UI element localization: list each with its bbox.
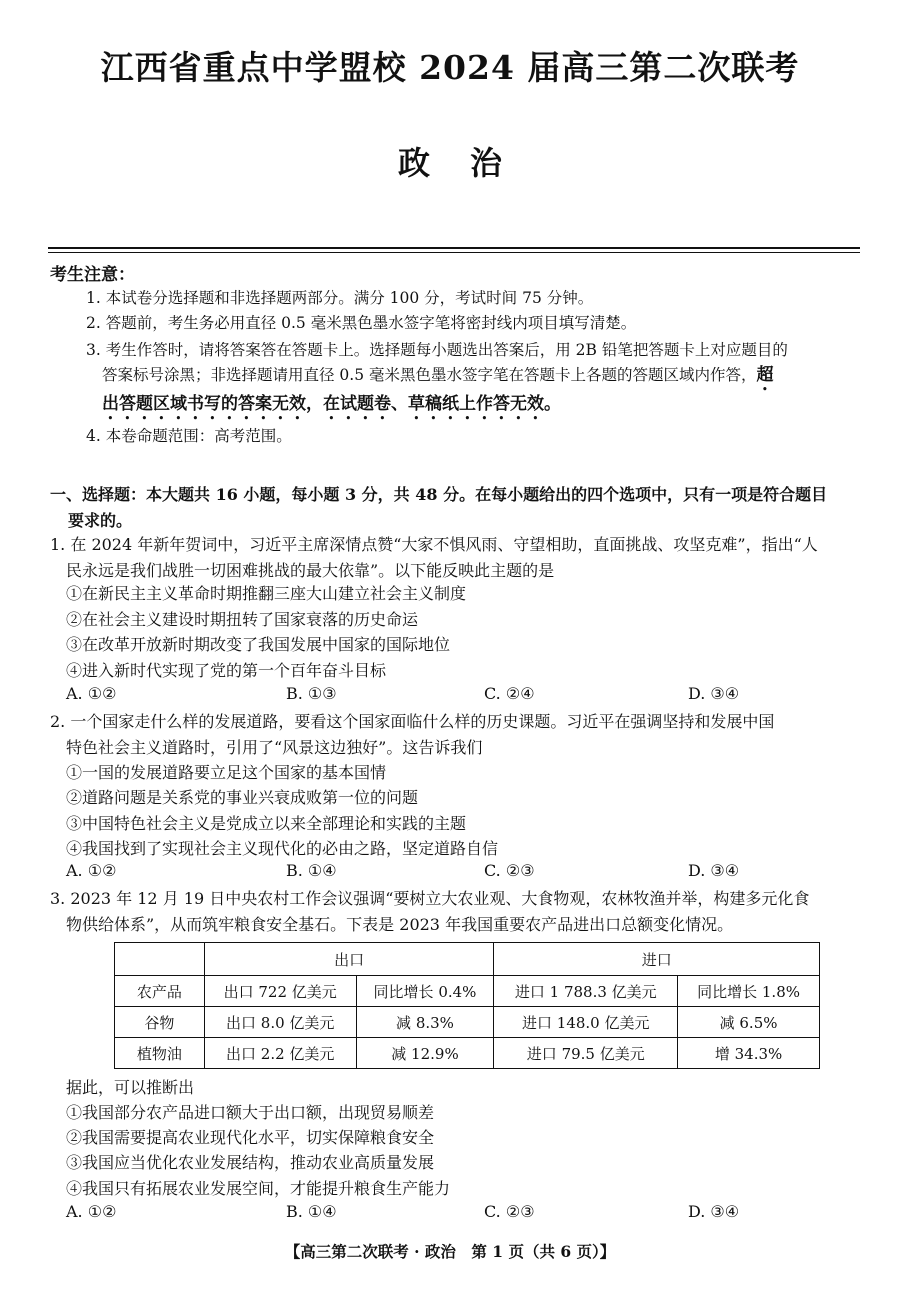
question-2-statement-3: ③中国特色社会主义是党成立以来全部理论和实践的主题 (66, 814, 467, 833)
table-row (115, 1038, 820, 1069)
question-2-stem (50, 709, 862, 760)
trade-table-header-import: 进口 (494, 943, 820, 976)
question-2-choice-c: C. ②③ (484, 861, 535, 880)
table-cell: 农产品 (115, 976, 205, 1007)
notice-item-1: 1. 本试卷分选择题和非选择题两部分。满分 100 分，考试时间 75 分钟。 (86, 289, 594, 307)
table-cell: 增 34.3% (678, 1038, 820, 1069)
table-cell: 出口 2.2 亿美元 (204, 1038, 356, 1069)
question-2-line-2: 特色社会主义道路时，引用了“风景这边独好”。这告诉我们 (66, 737, 483, 757)
notice-item-3-bold-start: 超 (756, 365, 774, 385)
question-3-choice-a: A. ①② (66, 1202, 117, 1221)
question-3-statement-4: ④我国只有拓展农业发展空间，才能提升粮食生产能力 (66, 1179, 451, 1198)
question-1-statement-1: ①在新民主主义革命时期推翻三座大山建立社会主义制度 (66, 584, 467, 603)
notice-heading: 考生注意： (50, 265, 135, 285)
question-2-choice-a: A. ①② (66, 861, 117, 880)
notice-item-3-line-3 (102, 392, 880, 424)
question-2-line-1: 2. 一个国家走什么样的发展道路，要看这个国家面临什么样的历史课题。习近平在强调坚持和发展中国 (50, 712, 775, 731)
question-3-statement-1: ①我国部分农产品进口额大于出口额，出现贸易顺差 (66, 1103, 435, 1122)
table-cell: 进口 79.5 亿美元 (494, 1038, 678, 1069)
notice-item-3-bold: 出答题区域书写的答案无效，在试题卷、草稿纸上作答无效。 (102, 394, 561, 414)
table-cell: 出口 722 亿美元 (204, 976, 356, 1007)
question-3-choice-b: B. ①④ (286, 1202, 337, 1221)
exam-subject: 政治 (397, 144, 542, 182)
question-1-stem (50, 532, 862, 583)
question-3-stem (50, 886, 862, 937)
question-3-choice-d: D. ③④ (688, 1202, 740, 1221)
question-1-choices (66, 684, 846, 710)
section-heading (50, 482, 862, 534)
question-1-choice-c: C. ②④ (484, 684, 535, 703)
section-heading-line-2: 要求的。 (68, 511, 133, 530)
table-cell: 谷物 (115, 1007, 205, 1038)
notice-item-2: 2. 答题前，考生务必用直径 0.5 毫米黑色墨水签字笔将密封线内项目填写清楚。 (86, 314, 637, 332)
trade-table-header-export: 出口 (204, 943, 494, 976)
notice-item-4: 4. 本卷命题范围：高考范围。 (86, 427, 292, 445)
question-2-choice-d: D. ③④ (688, 861, 740, 880)
table-row (115, 1007, 820, 1038)
trade-table (114, 942, 820, 1069)
question-1-choice-a: A. ①② (66, 684, 117, 703)
table-cell: 进口 148.0 亿美元 (494, 1007, 678, 1038)
question-3-statement-2: ②我国需要提高农业现代化水平，切实保障粮食安全 (66, 1128, 435, 1147)
page-footer: 【高三第二次联考 · 政治 第 1 页（共 6 页）】 (284, 1242, 616, 1261)
table-cell: 减 12.9% (356, 1038, 494, 1069)
question-3-choice-c: C. ②③ (484, 1202, 535, 1221)
trade-table-corner (115, 943, 205, 976)
question-3-line-1: 3. 2023 年 12 月 19 日中央农村工作会议强调“要树立大农业观、大食物观，农林牧渔并举，构建多元化食 (50, 889, 810, 908)
question-3-choices (66, 1202, 846, 1228)
question-1-statement-2: ②在社会主义建设时期扭转了国家衰落的历史命运 (66, 610, 419, 629)
question-1-statement-3: ③在改革开放新时期改变了我国发展中国家的国际地位 (66, 635, 451, 654)
trade-table-header-row (115, 943, 820, 976)
notice-item-3-normal: 答案标号涂黑；非选择题请用直径 0.5 毫米黑色墨水签字笔在答题卡上各题的答题区域内作答， (102, 366, 757, 384)
exam-title: 江西省重点中学盟校 2024 届高三第二次联考 (100, 48, 800, 87)
notice-item-3-line-2 (102, 363, 872, 395)
question-2-statement-2: ②道路问题是关系党的事业兴衰成败第一位的问题 (66, 788, 419, 807)
table-cell: 出口 8.0 亿美元 (204, 1007, 356, 1038)
question-2-choice-b: B. ①④ (286, 861, 337, 880)
section-heading-line-1: 一、选择题：本大题共 16 小题，每小题 3 分，共 48 分。在每小题给出的四个选项中，只有一项是符合题目 (50, 485, 828, 504)
header-divider (48, 247, 860, 249)
table-cell: 同比增长 0.4% (356, 976, 494, 1007)
question-2-statement-1: ①一国的发展道路要立足这个国家的基本国情 (66, 763, 387, 782)
table-cell: 进口 1 788.3 亿美元 (494, 976, 678, 1007)
question-1-statement-4: ④进入新时代实现了党的第一个百年奋斗目标 (66, 661, 387, 680)
table-cell: 减 8.3% (356, 1007, 494, 1038)
question-3-statement-3: ③我国应当优化农业发展结构，推动农业高质量发展 (66, 1153, 435, 1172)
question-1-line-1: 1. 在 2024 年新年贺词中，习近平主席深情点赞“大家不惧风雨、守望相助，直面挑战、攻坚克难”，指出“人 (50, 535, 818, 554)
question-1-choice-d: D. ③④ (688, 684, 740, 703)
question-2-choices (66, 861, 846, 887)
table-cell: 同比增长 1.8% (678, 976, 820, 1007)
question-2-statement-4: ④我国找到了实现社会主义现代化的必由之路，坚定道路自信 (66, 839, 499, 858)
question-1-line-2: 民永远是我们战胜一切困难挑战的最大依靠”。以下能反映此主题的是 (66, 560, 555, 580)
table-row (115, 976, 820, 1007)
table-cell: 植物油 (115, 1038, 205, 1069)
notice-item-3-line-1: 3. 考生作答时，请将答案答在答题卡上。选择题每小题选出答案后，用 2B 铅笔把答题卡上对应题目的 (86, 341, 788, 359)
table-cell: 减 6.5% (678, 1007, 820, 1038)
question-1-choice-b: B. ①③ (286, 684, 337, 703)
question-3-lead: 据此，可以推断出 (66, 1078, 195, 1097)
header-divider-thin (48, 252, 860, 253)
question-3-line-2: 物供给体系”，从而筑牢粮食安全基石。下表是 2023 年我国重要农产品进出口总额变化情况。 (66, 914, 734, 934)
